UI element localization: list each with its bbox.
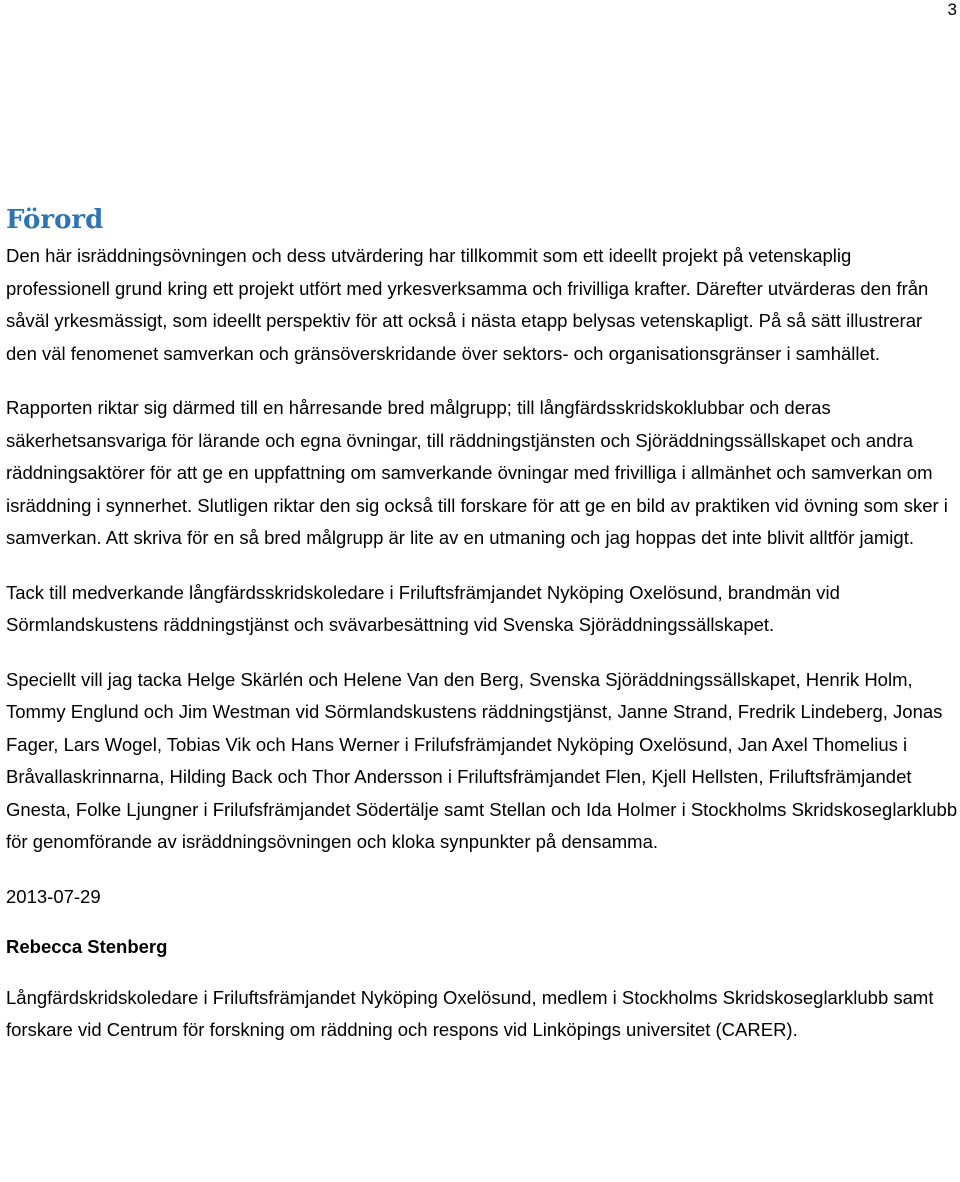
preface-paragraph-2: Rapporten riktar sig därmed till en hårresande bred målgrupp; till långfärdsskridskoklubbar och deras säkerhetsansvariga för lärande och egna övningar, till räddningstjänsten och Sjöräddningssällskapet och andra räddningsaktörer för att ge en uppfattning om samverkande övningar med frivilliga i allmänhet och samverkan om isräddning i synnerhet. Slutligen riktar den sig också till forskare för att ge en bild av praktiken vid övning som sker i samverkan. Att skriva för en så bred målgrupp är lite av en utmaning och jag hoppas det inte blivit alltför jamigt. [6, 397, 948, 548]
preface-date: 2013-07-29 [6, 885, 101, 907]
preface-paragraph-3: Tack till medverkande långfärdsskridskoledare i Friluftsfrämjandet Nyköping Oxelösund, brandmän vid Sörmlandskustens räddningstjänst och svävarbesättning vid Svenska Sjöräddningssällskapet. [6, 581, 840, 635]
page-number: 3 [947, 0, 957, 19]
author-name: Rebecca Stenberg [6, 936, 168, 957]
preface-heading: Förord [6, 205, 104, 235]
preface-paragraph-4: Speciellt vill jag tacka Helge Skärlén och Helene Van den Berg, Svenska Sjöräddningssällskapet, Henrik Holm, Tommy Englund och Jim Westman vid Sörmlandskustens räddningstjänst, Janne Strand, Fredrik Lindeberg, Jonas Fager, Lars Wogel, Tobias Vik och Hans Werner i Frilufsfrämjandet Nyköping Oxelösund, Jan Axel Thomelius i Bråvallaskrinnarna, Hilding Back och Thor Andersson i Friluftsfrämjandet Flen, Kjell Hellsten, Friluftsfrämjandet Gnesta, Folke Ljungner i Frilufsfrämjandet Södertälje samt Stellan och Ida Holmer i Stockholms Skridskoseglarklubb för genomförande av isräddningsövningen och kloka synpunkter på densamma. [6, 668, 958, 852]
preface-section [6, 204, 958, 1047]
author-title: Långfärdskridskoledare i Friluftsfrämjandet Nyköping Oxelösund, medlem i Stockholms Skridskoseglarklubb samt forskare vid Centrum för forskning om räddning och respons vid Linköpings universitet (CARER). [6, 986, 934, 1040]
preface-paragraph-1: Den här isräddningsövningen och dess utvärdering har tillkommit som ett ideellt projekt på vetenskaplig professionell grund kring ett projekt utfört med yrkesverksamma och frivilliga krafter. Därefter utvärderas den från såväl yrkesmässigt, som ideellt perspektiv för att också i nästa etapp belysas vetenskapligt. På så sätt illustrerar den väl fenomenet samverkan och gränsöverskridande över sektors- och organisationsgränser i samhället. [6, 245, 929, 364]
